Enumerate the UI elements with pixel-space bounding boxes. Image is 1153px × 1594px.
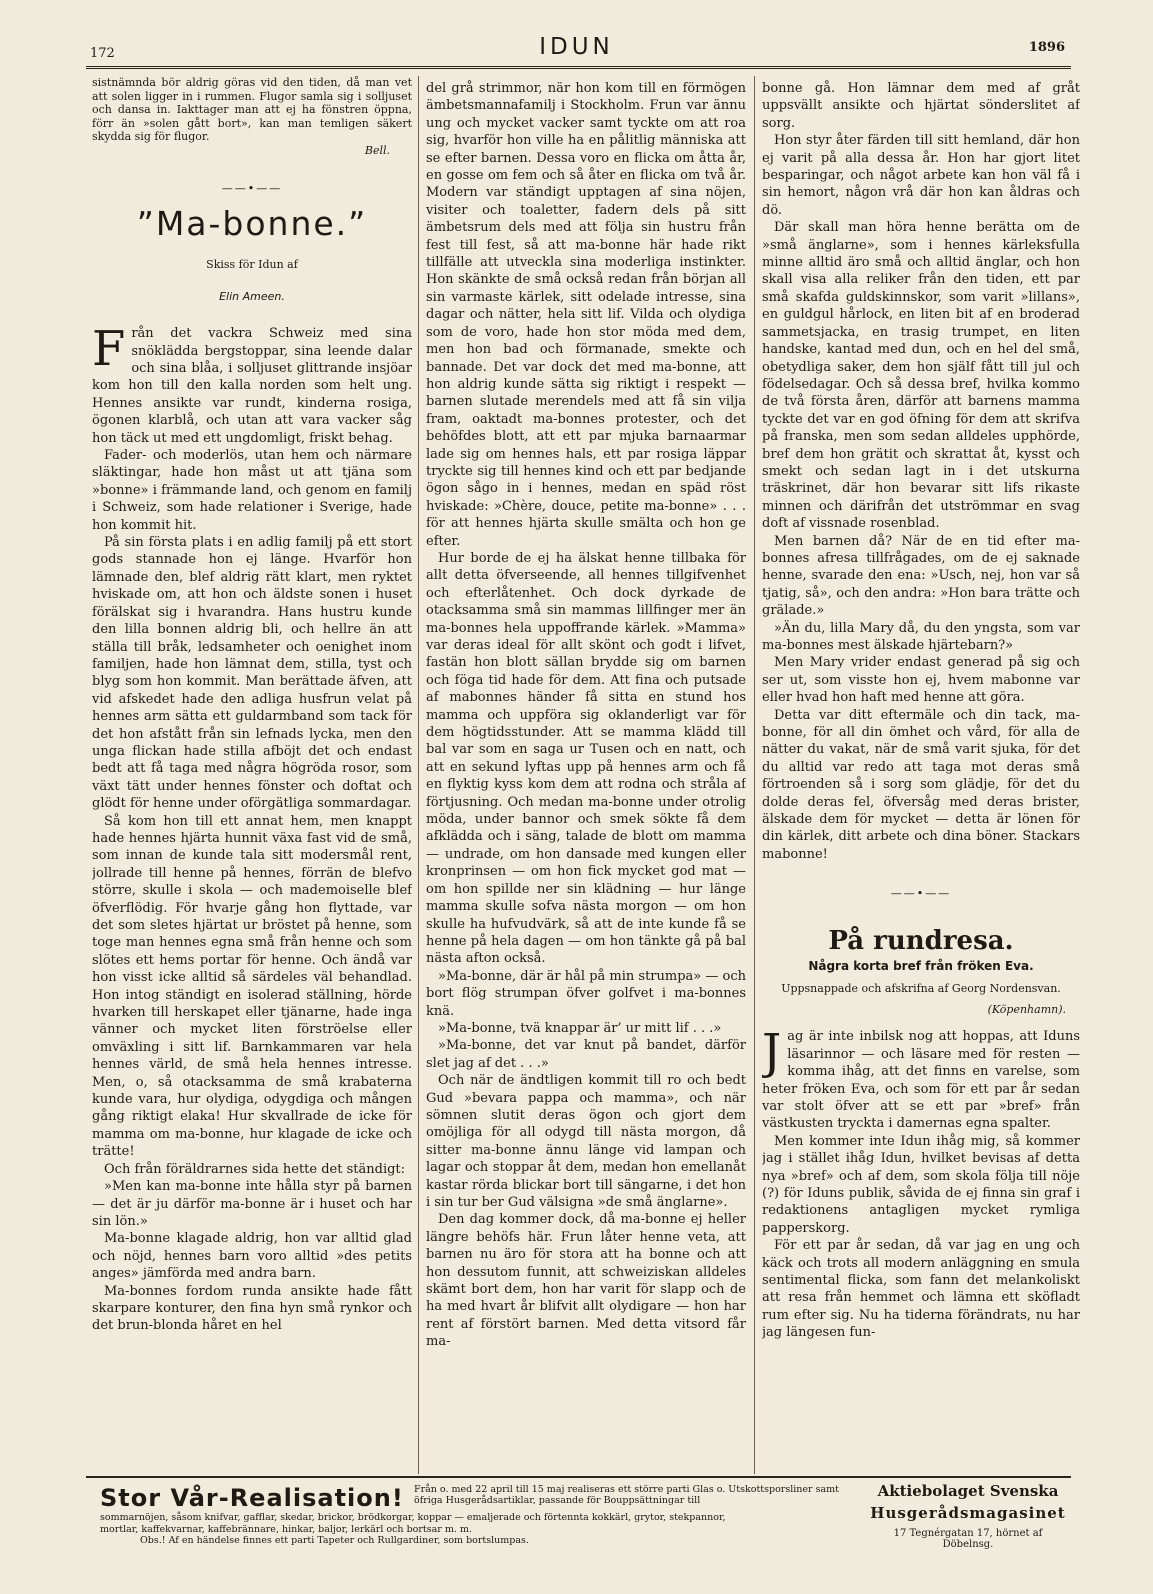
company-address: 17 Tegnérgatan 17, hörnet af Döbelnsg. — [893, 1528, 1043, 1550]
paragraph: Och från föräldrarnes sida hette det ständigt: — [104, 1161, 406, 1177]
paragraph: Detta var ditt eftermäle och din tack, ma-bonne, för all din ömhet och vård, för alla de nätter du vakat, när de små varit sjuka, för det du alltid var redo att taga mot deras små förtroenden så i sorg som glädje, för det du dolde deras fel, öfversåg med deras brister, älskade dem för mycket — detta är lönen för din kärlek, ditt arbete och dina böner. Stackars mabonne! — [762, 707, 1080, 862]
column-2 — [426, 80, 746, 1478]
drop-cap: J — [762, 1024, 782, 1081]
ad-body — [100, 1512, 860, 1547]
paragraph: Och när de ändtligen kommit till ro och bedt Gud »bevara pappa och mamma», och när sömnen slutit deras ögon och gjort dem omöjliga för all odygd till nästa morgon, då sitter ma-bonne ännu länge vid lampan och lagar och stoppar åt dem, medan hon emellanåt kastar rörda blickar bort till sängarne, i det hon i sin tur ber Gud välsigna »de små änglarne». — [426, 1073, 746, 1210]
paragraph: Ma-bonnes fordom runda ansikte hade fått skarpare konturer, den fina hyn små rynkor och det brun-blonda håret en hel — [92, 1283, 412, 1334]
advertisement — [86, 1476, 1071, 1568]
paragraph: »Än du, lilla Mary då, du den yngsta, som var ma-bonnes mest älskade hjärtebarn?» — [762, 620, 1080, 653]
paragraph: »Men kan ma-bonne inte hålla styr på barnen — det är ju därför ma-bonne är i huset och har sin lön.» — [92, 1179, 412, 1229]
paragraph: »Ma-bonne, tvä knappar är’ ur mitt lif . . .» — [438, 1020, 722, 1036]
paragraph: Fader- och moderlös, utan hem och närmare släktingar, hade hon måst ut att tjäna som »bonne» i främmande land, och genom en familj i Schweiz, som hade relationer i Sverige, hade hon kommit hit. — [92, 448, 412, 533]
article-byline: Uppsnappade och afskrifna af Georg Nordensvan. — [781, 981, 1061, 995]
paragraph: Men kommer inte Idun ihåg mig, så kommer jag i stället ihåg Idun, hvilket bevisas af detta nya »bref» och af dem, som skola följa till nöje (?) för Iduns publik, såvida de ej finna sin graf i redaktionens antagligen mycket rymliga papperskorg. — [762, 1133, 1080, 1236]
paragraph: Hur borde de ej ha älskat henne tillbaka för allt detta öfverseende, all hennes tillgifvenhet och efterlåtenhet. Och dock dyrkade de otacksamma små sin mammas lillfinger mer än ma-bonnes hela uppoffrande kärlek. »Mamma» var deras ideal för allt skönt och godt i lifvet, fastän hon blott sällan brydde sig om barnen och föga tid hade för dem. Att fina och putsade af mabonnes händer få sitta en stund hos mamma och uppföra sig oklanderligt var för dem högtidsstunder. Att se mamma klädd till bal var som en saga ur Tusen och en natt, och att en sekund lyftas upp på hennes arm och få en flyktig kyss kom dem att rodna och stråla af förtjusning. Och medan ma-bonne under otrolig möda, under bannor och smek sökte få dem afklädda och i säng, talade de blott om mamma — undrade, om hon dansade med kungen eller kronprinsen — om hon fick mycket god mat — om hon spillde ner sin klädning — hur länge mamma skulle sofva nästa morgon — om hon skulle ha hufvudvärk, så att de inte kunde få se henne på hela dagen — om hon tänkte gå på bal nästa afton också. — [426, 550, 746, 967]
column-1 — [92, 76, 412, 1474]
section-divider: ——•—— — [221, 181, 283, 195]
ad-line: sommarnöjen, såsom knifvar, gafflar, skedar, brickor, brödkorgar, koppar — emaljerade och förtennta kokkärl, grytor, stekpannor, — [100, 1512, 726, 1523]
paragraph: Men Mary vrider endast generad på sig och ser ut, som visste hon ej, hvem mabonne var eller hvad hon haft med henne att göra. — [762, 655, 1080, 706]
paragraph: bonne gå. Hon lämnar dem med af gråt uppsvällt ansikte och hjärtat sönderslitet af sorg. — [762, 81, 1080, 131]
page-header — [86, 34, 1067, 64]
paragraph: För ett par år sedan, då var jag en ung och käck och trots all modern anläggning en smula sentimental flicka, som fann det melankoliskt att resa från hemmet och lämna ett sköfladt rum efter sig. Nu ha tiderna förändrats, nu har jag längesen fun- — [762, 1238, 1080, 1341]
paragraph: Hon styr åter färden till sitt hemland, där hon ej varit på alla dessa år. Hon har gjort litet besparingar, och något arbete kan hon väl få i sin hemort, någon vrå där hon kan åldras och dö. — [762, 133, 1080, 218]
ad-company — [870, 1482, 1066, 1550]
paragraph: »Ma-bonne, där är hål på min strumpa» — och bort flög strumpan öfver golfvet i ma-bonnes knä. — [426, 968, 746, 1019]
ad-note: Obs.! Af en händelse finnes ett parti Tapeter och Rullgardiner, som bortslumpas. — [140, 1535, 529, 1546]
paragraph: Jag är inte inbilsk nog att hoppas, att Iduns läsarinnor — och läsare med för resten — komma ihåg, att det finns en varelse, som heter fröken Eva, och som för ett par år sedan var stolt öfver att se ett par »bref» från västkusten tryckta i damernas egna spalter. — [762, 1024, 1080, 1132]
story-author: Elin Ameen. — [219, 289, 285, 303]
ad-offer: Från o. med 22 april till 15 maj realiseras ett större parti Glas o. Utskottsporsliner samt öfriga Husgerådsartiklar, passande för Bouppsättningar till — [414, 1484, 839, 1506]
paragraph: Men barnen då? När de en tid efter ma-bonnes afresa tillfrågades, om de ej saknade henne, svarade den ena: »Usch, nej, hon var så tjatig, så», och den andra: »Hon bara trätte och grälade.» — [762, 533, 1080, 619]
intro-paragraph: sistnämnda bör aldrig göras vid den tiden, då man vet att solen ligger in i rummen. Flugor samla sig i solljuset och dansa in. Iakttager man att ej ha fönstren öppna, förr än »solen gått bort», kan man temligen säkert skydda sig för flugor. — [92, 76, 412, 144]
signature: Bell. — [364, 143, 390, 157]
story-title: ”Ma-bonne.” — [136, 203, 368, 243]
company-name-1: Aktiebolaget Svenska — [877, 1482, 1059, 1500]
paragraph: Från det vackra Schweiz med sina snöklädda bergstoppar, sina leende dalar och sina blåa, i solljuset glittrande insjöar kom hon till den kalla norden som helt ung. Hennes ansikte var rundt, kinderna rosiga, ögonen klarblå, och utan att vara vacker såg hon täck ut med ett ungdomligt, friskt behag. — [92, 321, 412, 446]
article-title: På rundresa. — [828, 925, 1014, 956]
paragraph: »Ma-bonne, det var knut på bandet, därför slet jag af det . . .» — [426, 1038, 746, 1071]
paragraph: Ma-bonne klagade aldrig, hon var alltid glad och nöjd, hennes barn voro alltid »des petits anges» jämförda med andra barn. — [92, 1231, 412, 1282]
column-divider-2 — [754, 76, 755, 1474]
masthead: IDUN — [539, 34, 614, 60]
paragraph: Så kom hon till ett annat hem, men knappt hade hennes hjärta hunnit växa fast vid de små, som innan de kunde tala sitt modersmål rent, jollrade till henne på hennes, förrän de blefvo större, skulle i skola — och mademoiselle blef öfverflödig. För hvarje gång hon flyttade, var det som sletes hjärtat ur bröstet på henne, som toge man hennes egna små från henne och som slötes ett hems portar för henne. Och ändå var hon visst icke alltid så särdeles väl behandlad. Hon intog ständigt en isolerad ställning, hörde hvarken till herskapet eller tjänarne, hade inga vänner och mycket liten förströelse eller omväxling i sitt lif. Barnkammaren var hela hennes värld, de små hela hennes intresse. Men, o, så otacksamma de små krabaterna kunde vara, hur olydiga, odygdiga och mången gång riktigt elaka! Hur skvallrade de icke för mamma om ma-bonne, hur klagade de icke och trätte! — [92, 813, 412, 1160]
paragraph: På sin första plats i en adlig familj på ett stort gods stannade hon ej länge. Hvarför hon lämnade den, blef aldrig rätt klart, men ryktet hviskade om, att hon och äldste sonen i huset förälskat sig i hvarandra. Hans hustru kunde den lilla bonnen aldrig bli, och hellre än att ställa till bråk, ledsamheter och oenighet inom familjen, hade hon lämnat dem, stilla, tyst och blyg som hon kommit. Man berättade äfven, att vid afskedet hade den adliga husfrun velat på hennes arm sätta ett guldarmband som tack för det hon afstått från sin lefnads lycka, men den unga flickan hade stilla afböjt det och endast bedt att få taga med några högröda rosor, som växt tätt under hennes fönster och doftat och glödt för henne under oförgätliga sommardagar. — [92, 535, 412, 812]
article-subtitle: Några korta bref från fröken Eva. — [808, 959, 1034, 974]
drop-cap: F — [92, 321, 126, 378]
column-3 — [762, 80, 1080, 1478]
article-location: (Köpenhamn). — [987, 1002, 1066, 1016]
section-divider: ——•—— — [890, 887, 952, 901]
column-divider-1 — [418, 76, 419, 1474]
page-number: 172 — [90, 46, 115, 61]
paragraph: Där skall man höra henne berätta om de »små änglarne», som i hennes kärleksfulla minne alltid äro små och alltid änglar, och hon skall visa alla reliker från den tiden, ett par små skafda guldskinnskor, som varit »lillans», en guldgul hårlock, en liten bit af en broderad sammetsjacka, en trasig trumpet, en liten handske, kantad med dun, och en hel del små, obetydliga saker, dem hon själf fått till jul och födelsedagar. Och så dessa bref, hvilka kommo de två första åren, därför att barnens mamma tyckte det var en god öfning för dem att skrifva på franska, men som sedan alldeles upphörde, bref dem hon grätit och skrattat åt, kysst och smekt och sedan lagt in i det utskurna träskrinet, där hon bevarar sitt lifs rikaste minnen och därifrån det utströmmar en svag doft af vissnade rosenblad. — [762, 220, 1080, 532]
story-subtitle: Skiss för Idun af — [206, 258, 298, 272]
header-rule — [86, 66, 1071, 69]
ad-line: mortlar, kaffekvarnar, kaffebrännare, hinkar, baljor, lerkärl och bortsar m. m. — [100, 1523, 472, 1535]
paragraph: del grå strimmor, när hon kom till en förmögen ämbetsmannafamilj i Stockholm. Frun var ännu ung och mycket vacker samt tyckte om att roa sig, hvarför hon ville ha en pålitlig människa att se efter barnen. Dessa voro en flicka om åtta år, en gosse om fem och så åter en flicka om två år. Modern var ständigt upptagen af sina nöjen, visiter och toaletter, fadern dels på sitt ämbetsrum dels med att följa sin hustru från fest till fest, så att ma-bonne här hade rikt tillfälle att utveckla sina moderliga instinkter. Hon skänkte de små också redan från början all sin varmaste kärlek, sitt odelade intresse, sina dagar och nätter, hela sitt lif. Vilda och olydiga som de voro, hade hon stor möda med dem, men hon bad och förmanade, smekte och bannade. Det var dock det med ma-bonne, att hon aldrig kunde sätta sig riktigt i respekt — barnen slutade merendels med att få sin vilja fram, oaktadt ma-bonnes protester, och det behöfdes blott, att ett par mjuka barnaarmar lade sig om hennes hals, ett par rosiga läppar tryckte sig till hennes kind och ett par bedjande ögon sågo in i hennes, medan en späd röst hviskade: »Chère, douce, petite ma-bonne» . . . för att hennes hjärta skulle smälta och hon ge efter. — [426, 81, 746, 549]
paragraph: Den dag kommer dock, då ma-bonne ej heller längre behöfs här. Frun låter henne veta, att barnen nu äro för stora att ha bonne och att hon dessutom funnit, att schweiziskan alldeles skämt bort dem, hon har varit för slapp och de ha med hvart år blifvit allt olydigare — hon har rent af förstört barnen. Med detta vitsord får ma- — [426, 1212, 746, 1350]
year: 1896 — [1028, 40, 1065, 55]
ad-title: Stor Vår-Realisation! — [100, 1484, 404, 1512]
company-name-2: Husgerådsmagasinet — [870, 1504, 1066, 1522]
